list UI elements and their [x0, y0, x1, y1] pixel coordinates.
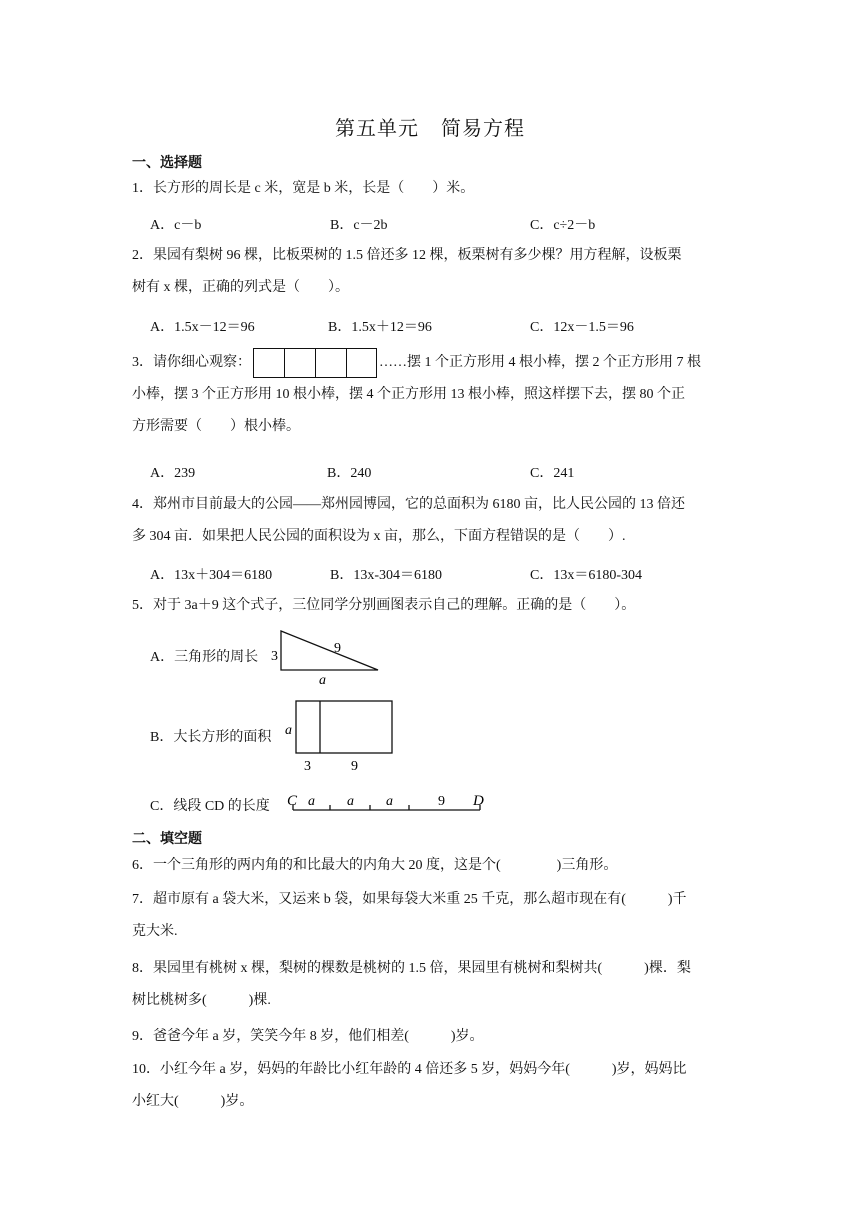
segment-figure: [284, 788, 494, 816]
question-1-option-c: C．c÷2－b: [530, 218, 596, 233]
question-3-option-c: C．241: [530, 466, 575, 481]
question-3-line-1: [132, 347, 732, 379]
rectangle-figure: [282, 698, 400, 776]
question-3-prefix: 3．请你细心观察：: [132, 355, 251, 370]
segment-part-label: a: [308, 794, 315, 809]
segment-part-label: 9: [438, 794, 445, 809]
question-3-option-a: A．239: [150, 466, 196, 481]
large-rectangle: [296, 701, 392, 753]
segment-end-label: D: [473, 793, 484, 809]
question-2-option-b: B．1.5x＋12＝96: [328, 320, 432, 335]
triangle-base-label: a: [319, 673, 326, 686]
question-5-option-b: B．大长方形的面积: [150, 730, 272, 745]
question-1-text: 1．长方形的周长是 c 米，宽是 b 米，长是（ ）米。: [132, 181, 475, 196]
question-1-option-a: A．c－b: [150, 218, 202, 233]
question-6-text: 6．一个三角形的两内角的和比最大的内角大 20 度，这是个( )三角形。: [132, 858, 618, 873]
triangle-left-label: 3: [271, 649, 278, 664]
question-5-option-c: C．线段 CD 的长度: [150, 799, 270, 814]
question-3-line-3: 方形需要（ ）根小棒。: [132, 419, 300, 434]
title-unit: 第五单元: [335, 118, 419, 140]
question-10-line-2: 小红大( )岁。: [132, 1094, 254, 1109]
triangle-shape: [281, 631, 378, 670]
question-3: [132, 347, 732, 443]
question-7-line-2: 克大米.: [132, 924, 178, 939]
question-8-line-2: 树比桃树多( )棵.: [132, 993, 271, 1008]
question-10: [132, 1054, 732, 1118]
question-6: [132, 850, 732, 882]
rectangle-width-2-label: 9: [351, 759, 358, 774]
question-7: [132, 884, 732, 948]
question-2-line-1: 2．果园有梨树 96 棵，比板栗树的 1.5 倍还多 12 棵，板栗树有多少棵？用方程解，设板栗: [132, 248, 682, 263]
question-4-line-2: 多 304 亩．如果把人民公园的面积设为 x 亩，那么，下面方程错误的是（ ）.: [132, 529, 626, 544]
question-5-text: 5．对于 3a＋9 这个式子，三位同学分别画图表示自己的理解。正确的是（ ）。: [132, 598, 636, 613]
question-2-line-2: 树有 x 棵，正确的列式是（ ）。: [132, 280, 349, 295]
triangle-figure: [266, 628, 386, 686]
question-4-option-c: C．13x＝6180-304: [530, 568, 642, 583]
question-5: [132, 590, 732, 622]
rectangle-width-1-label: 3: [304, 759, 311, 774]
segment-start-label: C: [287, 793, 298, 809]
section-fill: 二、填空题: [132, 831, 202, 847]
stick-squares-figure: [253, 348, 377, 378]
question-9-text: 9．爸爸今年 a 岁，笑笑今年 8 岁，他们相差( )岁。: [132, 1029, 484, 1044]
question-2: [132, 240, 732, 304]
question-8-line-1: 8．果园里有桃树 x 棵，梨树的棵数是桃树的 1.5 倍，果园里有桃树和梨树共( )棵．梨: [132, 961, 691, 976]
segment-part-label: a: [347, 794, 354, 809]
question-4-line-1: 4．郑州市目前最大的公园——郑州园博园，它的总面积为 6180 亩，比人民公园的 13 倍还: [132, 497, 685, 512]
title-topic: 简易方程: [441, 118, 525, 140]
question-7-line-1: 7．超市原有 a 袋大米，又运来 b 袋，如果每袋大米重 25 千克，那么超市现在有( )千: [132, 892, 687, 907]
question-2-option-c: C．12x－1.5＝96: [530, 320, 634, 335]
question-3-line-2: 小棒，摆 3 个正方形用 10 根小棒，摆 4 个正方形用 13 根小棒，照这样摆下去，摆 80 个正: [132, 387, 685, 402]
segment-part-label: a: [386, 794, 393, 809]
triangle-hypotenuse-label: 9: [334, 641, 341, 656]
question-4-option-a: A．13x＋304＝6180: [150, 568, 273, 583]
question-10-line-1: 10．小红今年 a 岁，妈妈的年龄比小红年龄的 4 倍还多 5 岁，妈妈今年( )岁，妈妈比: [132, 1062, 687, 1077]
question-3-option-b: B．240: [327, 466, 372, 481]
question-2-option-a: A．1.5x－12＝96: [150, 320, 255, 335]
question-1: [132, 173, 732, 205]
question-9: [132, 1021, 732, 1053]
question-4: [132, 489, 732, 553]
question-1-option-b: B．c－2b: [330, 218, 388, 233]
page-title: [0, 112, 860, 141]
section-choice: 一、选择题: [132, 155, 202, 171]
rectangle-side-label: a: [285, 723, 292, 738]
question-4-option-b: B．13x-304＝6180: [330, 568, 442, 583]
question-5-option-a: A．三角形的周长: [150, 650, 259, 665]
question-3-suffix: ……摆 1 个正方形用 4 根小棒，摆 2 个正方形用 7 根: [379, 355, 701, 370]
question-8: [132, 953, 732, 1017]
